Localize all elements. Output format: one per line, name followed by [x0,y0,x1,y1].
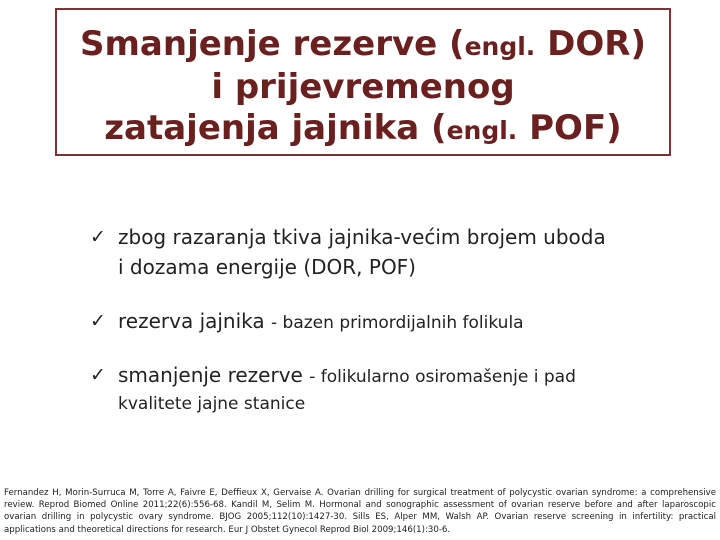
slide-title [57,24,669,151]
references: Fernandez H, Morin-Surruca M, Torre A, Faivre E, Deffieux X, Gervaise A. Ovarian drilling for surgical treatment of polycystic ovarian syndrome: a comprehensive review. Reprod Biomed Online 2011;22(6):556-68. Kandil M, Selim M. Hormonal and sonographic assessment of ovarian reserve before and after laparoscopic ovarian drilling in polycystic ovary syndrome. BJOG 2005;112(10):1427-30. Sills ES, Alper MM, Walsh AP. Ovarian reserve screening in infertility: practical applications and theoretical directions for research. Eur J Obstet Gynecol Reprod Biol 2009;146(1):30-6. [4,488,716,535]
bullet-2-detail: - bazen primordijalnih folikula [271,313,524,333]
bullet-2-text: rezerva jajnika [118,309,272,333]
title-line-2: i prijevremenog [211,67,515,107]
checkmark-icon: ✓ [90,226,106,248]
bullet-3-text: smanjenje rezerve [118,363,310,387]
bullet-item-2 [90,306,524,338]
title-line-3: zatajenja jajnika (engl. POF) [104,108,622,148]
bullet-1-text: zbog razaranja tkiva jajnika-većim brojem uboda [118,225,606,249]
checkmark-icon: ✓ [90,310,106,332]
checkmark-icon: ✓ [90,364,106,386]
bullet-1-text-line-2: i dozama energije (DOR, POF) [118,255,416,279]
bullet-3-continuation: kvalitete jajne stanice [118,394,306,414]
bullet-3-detail: - folikularno osiromašenje i pad [309,367,576,387]
bullet-item-3 [90,360,576,416]
title-line-1: Smanjenje rezerve (engl. DOR) [80,24,646,64]
bullet-item-1 [90,222,606,282]
title-box [55,8,671,156]
